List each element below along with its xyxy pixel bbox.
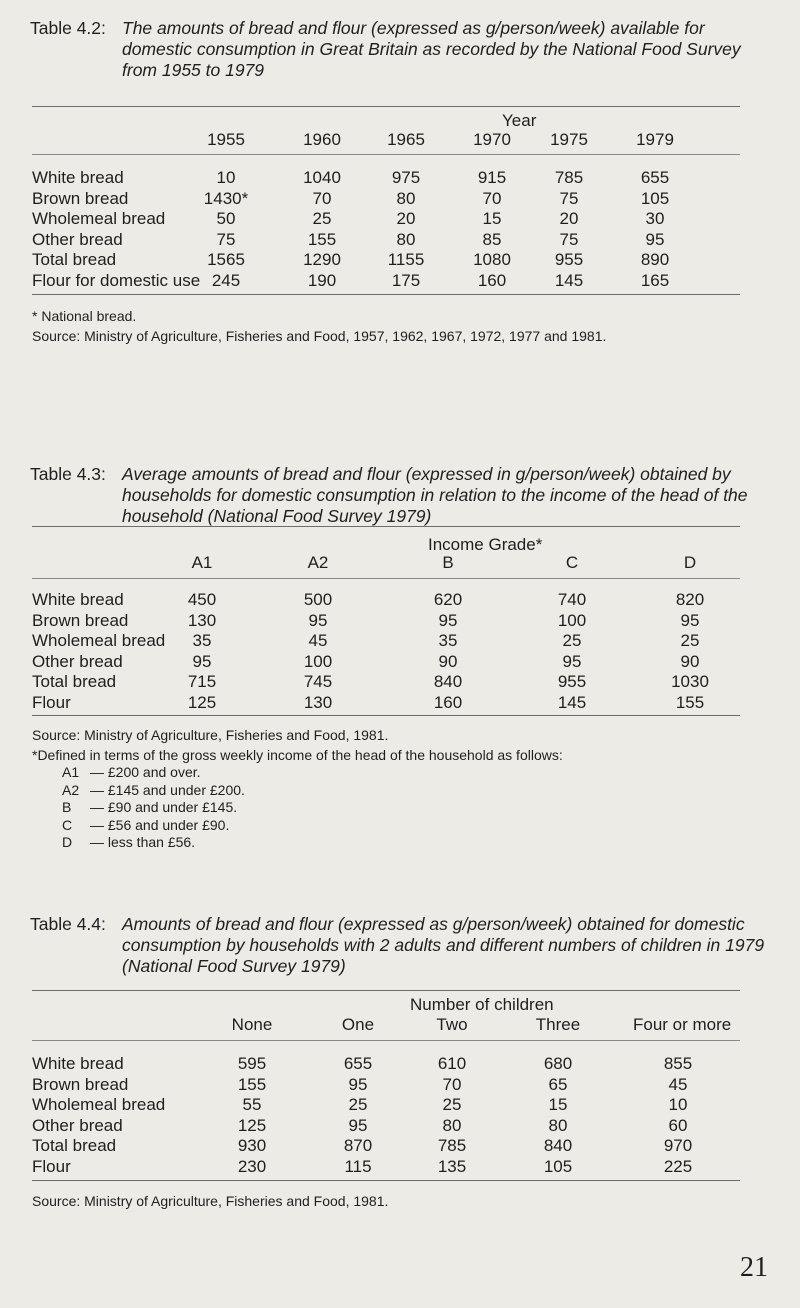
table-cell: 20 — [396, 209, 416, 228]
group-header: Income Grade* — [428, 535, 543, 554]
table-cell: 890 — [640, 250, 670, 269]
definition-text: — £90 and under £145. — [90, 799, 238, 815]
table-cell: 595 — [237, 1054, 267, 1073]
table-row — [0, 189, 800, 209]
table-cell: 15 — [482, 209, 502, 228]
table-cell: 45 — [668, 1074, 688, 1094]
table-cell: 100 — [303, 651, 333, 671]
row-label: Brown bread — [32, 610, 129, 630]
table-cell: 610 — [437, 1054, 467, 1073]
table-cell: 25 — [312, 209, 332, 228]
source-note: Source: Ministry of Agriculture, Fisheries and Food, 1957, 1962, 1967, 1972, 1977 and 1981. — [32, 328, 607, 344]
row-label: Flour — [32, 692, 71, 712]
row-label: Other bread — [32, 229, 123, 249]
table-cell: 45 — [308, 631, 328, 650]
column-header: Four or more — [633, 1015, 732, 1034]
column-header: Three — [535, 1015, 581, 1034]
table-cell: 65 — [548, 1074, 568, 1094]
row-label: Wholemeal bread — [32, 1095, 166, 1114]
table-cell: 715 — [187, 672, 217, 691]
table-cell: 1040 — [303, 168, 341, 187]
column-header: A1 — [191, 553, 213, 572]
table-cell: 165 — [640, 270, 670, 290]
table-row — [0, 1054, 800, 1074]
table-cell: 620 — [433, 590, 463, 609]
table-title: Amounts of bread and flour (expressed as g/person/week) obtained for domestic consumption by households with 2 adults and different numbers of children in 1979 (National Food Survey 1979) — [122, 914, 765, 976]
table-cell: 95 — [680, 610, 700, 630]
table-cell: 500 — [303, 590, 333, 609]
table-cell: 75 — [559, 229, 579, 249]
table-title: Average amounts of bread and flour (expressed in g/person/week) obtained by households for domestic consumption in relation to the income of the head of the household (National Food Survey 1979) — [122, 464, 748, 526]
table-cell: 135 — [437, 1156, 467, 1176]
table-cell: 820 — [675, 590, 705, 609]
table-row — [0, 1075, 800, 1095]
row-label: Total bread — [32, 1136, 117, 1155]
table-cell: 1080 — [473, 250, 511, 269]
column-header: C — [565, 553, 579, 572]
top-rule — [32, 526, 740, 527]
table-cell: 855 — [663, 1054, 693, 1073]
table-cell: 970 — [663, 1136, 693, 1155]
table-cell: 95 — [308, 610, 328, 630]
table-cell: 25 — [442, 1095, 462, 1114]
row-label: Total bread — [32, 250, 117, 269]
table-cell: 95 — [562, 651, 582, 671]
table-cell: 870 — [343, 1136, 373, 1155]
column-header: 1955 — [207, 130, 245, 149]
table-cell: 80 — [442, 1115, 462, 1135]
table-cell: 160 — [433, 692, 463, 712]
table-cell: 125 — [187, 692, 217, 712]
table-row — [0, 611, 800, 631]
table-cell: 50 — [216, 209, 236, 228]
definition-code: A2 — [62, 781, 80, 798]
footnote: * National bread. — [32, 308, 137, 324]
table-cell: 155 — [675, 692, 705, 712]
table-row — [0, 1116, 800, 1136]
table-cell: 20 — [559, 209, 579, 228]
table-cell: 25 — [348, 1095, 368, 1114]
table-cell: 930 — [237, 1136, 267, 1155]
row-label: White bread — [32, 168, 124, 187]
table-cell: 70 — [482, 188, 502, 208]
table-cell: 55 — [242, 1095, 262, 1114]
table-cell: 1155 — [387, 250, 425, 269]
table-cell: 655 — [343, 1054, 373, 1073]
column-header: Two — [436, 1015, 468, 1034]
table-row — [0, 1157, 800, 1177]
table-cell: 145 — [554, 270, 584, 290]
definition-item — [62, 817, 229, 835]
table-cell: 105 — [640, 188, 670, 208]
table-number: Table 4.4: — [30, 914, 106, 934]
table-cell: 10 — [216, 168, 236, 187]
table-cell: 680 — [543, 1054, 573, 1073]
table-cell: 840 — [543, 1136, 573, 1155]
table-cell: 35 — [438, 631, 458, 650]
header-rule — [32, 154, 740, 155]
table-cell: 160 — [477, 270, 507, 290]
column-header: D — [683, 553, 697, 572]
table-title: The amounts of bread and flour (expressed as g/person/week) available for domestic consumption in Great Britain as recorded by the National Food Survey from 1955 to 1979 — [122, 18, 741, 80]
row-label: Wholemeal bread — [32, 209, 166, 228]
table-cell: 25 — [562, 631, 582, 650]
group-header: Number of children — [410, 995, 554, 1014]
table-cell: 785 — [437, 1136, 467, 1155]
table-cell: 155 — [307, 229, 337, 249]
table-cell: 745 — [303, 672, 333, 691]
table-cell: 75 — [216, 229, 236, 249]
table-cell: 840 — [433, 672, 463, 691]
table-row — [0, 250, 800, 270]
table-cell: 1030 — [671, 672, 709, 691]
table-cell: 105 — [543, 1156, 573, 1176]
definition-code: D — [62, 834, 73, 850]
table-number: Table 4.2: — [30, 18, 106, 38]
table-cell: 155 — [237, 1074, 267, 1094]
top-rule — [32, 106, 740, 107]
row-label: White bread — [32, 1054, 124, 1073]
table-cell: 955 — [557, 672, 587, 691]
table-cell: 60 — [668, 1115, 688, 1135]
table-cell: 175 — [391, 270, 421, 290]
table-cell: 15 — [548, 1095, 568, 1114]
table-cell: 1430* — [203, 188, 249, 208]
bottom-rule — [32, 294, 740, 295]
table-cell: 80 — [396, 188, 416, 208]
column-header: 1975 — [550, 130, 588, 149]
definition-code: C — [62, 816, 73, 833]
table-cell: 95 — [192, 651, 212, 671]
table-cell: 955 — [554, 250, 584, 269]
definition-item — [62, 834, 195, 852]
column-header: None — [231, 1015, 273, 1034]
table-row — [0, 168, 800, 188]
table-cell: 30 — [645, 209, 665, 228]
column-header: A2 — [307, 553, 329, 572]
row-label: Other bread — [32, 1115, 123, 1135]
table-row — [0, 230, 800, 250]
definition-text: — less than £56. — [90, 834, 196, 850]
table-cell: 25 — [680, 631, 700, 650]
table-cell: 10 — [668, 1095, 688, 1114]
table-cell: 75 — [559, 188, 579, 208]
table-cell: 655 — [640, 168, 670, 187]
top-rule — [32, 990, 740, 991]
row-label: Other bread — [32, 651, 123, 671]
bottom-rule — [32, 715, 740, 716]
table-cell: 70 — [312, 188, 332, 208]
column-header: 1979 — [636, 130, 674, 149]
definition-item — [62, 782, 245, 800]
table-cell: 125 — [237, 1115, 267, 1135]
row-label: White bread — [32, 590, 124, 609]
table-cell: 95 — [348, 1074, 368, 1094]
header-rule — [32, 578, 740, 579]
table-cell: 740 — [557, 590, 587, 609]
table-cell: 1565 — [207, 250, 245, 269]
table-cell: 100 — [557, 610, 587, 630]
definition-item — [62, 799, 237, 817]
source-note: Source: Ministry of Agriculture, Fisheries and Food, 1981. — [32, 727, 389, 743]
source-note: Source: Ministry of Agriculture, Fisheries and Food, 1981. — [32, 1193, 389, 1209]
table-cell: 130 — [187, 610, 217, 630]
column-header: 1965 — [387, 130, 425, 149]
table-row — [0, 1136, 800, 1156]
table-cell: 1290 — [303, 250, 341, 269]
definition-text: — £200 and over. — [90, 764, 201, 780]
column-header: One — [341, 1015, 375, 1034]
row-label: Flour for domestic use — [32, 270, 201, 290]
table-row — [0, 672, 800, 692]
row-label: Brown bread — [32, 1074, 129, 1094]
table-cell: 130 — [303, 692, 333, 712]
definition-code: A1 — [62, 764, 80, 780]
table-row — [0, 1095, 800, 1115]
table-cell: 145 — [557, 692, 587, 712]
table-cell: 785 — [554, 168, 584, 187]
row-label: Total bread — [32, 672, 117, 691]
table-row — [0, 271, 800, 291]
table-cell: 90 — [680, 651, 700, 671]
table-cell: 35 — [192, 631, 212, 650]
definition-note: *Defined in terms of the gross weekly income of the head of the household as follows: — [32, 747, 563, 763]
table-cell: 915 — [477, 168, 507, 187]
table-number: Table 4.3: — [30, 464, 106, 484]
column-header: B — [442, 553, 454, 572]
definition-code: B — [62, 799, 72, 815]
bottom-rule — [32, 1180, 740, 1181]
table-row — [0, 693, 800, 713]
table-cell: 80 — [396, 229, 416, 249]
table-row — [0, 631, 800, 651]
definition-item — [62, 764, 201, 782]
definition-text: — £56 and under £90. — [90, 816, 230, 833]
table-cell: 90 — [438, 651, 458, 671]
column-header: 1960 — [303, 130, 341, 149]
table-cell: 115 — [344, 1156, 372, 1176]
header-rule — [32, 1040, 740, 1041]
table-cell: 70 — [442, 1074, 462, 1094]
row-label: Wholemeal bread — [32, 631, 166, 650]
definition-text: — £145 and under £200. — [90, 781, 245, 798]
table-cell: 95 — [348, 1115, 368, 1135]
row-label: Brown bread — [32, 188, 129, 208]
page-number: 21 — [740, 1252, 768, 1283]
table-cell: 230 — [237, 1156, 267, 1176]
table-cell: 225 — [663, 1156, 693, 1176]
table-row — [0, 209, 800, 229]
table-row — [0, 652, 800, 672]
table-cell: 95 — [438, 610, 458, 630]
table-cell: 190 — [307, 270, 337, 290]
row-label: Flour — [32, 1156, 71, 1176]
group-header: Year — [502, 111, 537, 130]
column-header: 1970 — [473, 130, 511, 149]
table-cell: 80 — [548, 1115, 568, 1135]
table-cell: 85 — [482, 229, 502, 249]
table-cell: 450 — [187, 590, 217, 609]
table-cell: 245 — [211, 270, 241, 290]
table-row — [0, 590, 800, 610]
table-cell: 95 — [645, 229, 665, 249]
table-cell: 975 — [391, 168, 421, 187]
